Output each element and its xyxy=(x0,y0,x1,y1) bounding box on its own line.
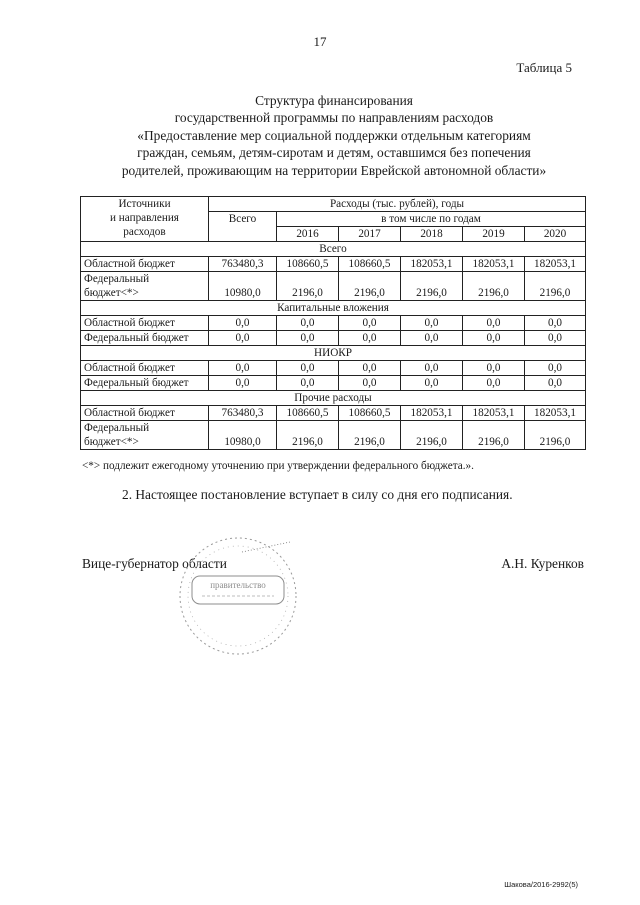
year-value: 2196,0 xyxy=(463,272,525,301)
table-row xyxy=(81,316,586,331)
section-title: Всего xyxy=(81,242,586,257)
year-value: 2196,0 xyxy=(277,421,339,450)
section-row xyxy=(81,346,586,361)
section-title: Прочие расходы xyxy=(81,391,586,406)
table-row xyxy=(81,361,586,376)
year-value: 2196,0 xyxy=(525,272,586,301)
row-label: Областной бюджет xyxy=(81,257,209,272)
year-value: 0,0 xyxy=(339,331,401,346)
year-value: 2196,0 xyxy=(463,421,525,450)
section-row xyxy=(81,242,586,257)
signature-title: Вице-губернатор области xyxy=(82,556,227,571)
row-label: Федеральный бюджет xyxy=(81,376,209,391)
year-value: 2196,0 xyxy=(339,421,401,450)
year-value: 0,0 xyxy=(525,331,586,346)
table-label: Таблица 5 xyxy=(516,60,572,75)
row-total: 0,0 xyxy=(209,331,277,346)
section-row xyxy=(81,391,586,406)
source-header-line: расходов xyxy=(123,226,166,238)
by-year-header: в том числе по годам xyxy=(277,212,586,227)
year-value: 0,0 xyxy=(277,331,339,346)
year-value: 182053,1 xyxy=(463,406,525,421)
row-total: 10980,0 xyxy=(209,421,277,450)
title-line: Структура финансирования xyxy=(255,93,413,108)
stamp-text: правительство xyxy=(210,580,266,590)
financing-table xyxy=(80,196,586,450)
year-value: 0,0 xyxy=(401,376,463,391)
expenses-header: Расходы (тыс. рублей), годы xyxy=(209,197,586,212)
year-value: 0,0 xyxy=(339,376,401,391)
year-value: 0,0 xyxy=(277,376,339,391)
source-header xyxy=(81,197,209,242)
title-line: государственной программы по направлениям расходов xyxy=(174,110,494,126)
year-header: 2018 xyxy=(401,227,463,242)
section-title: Капитальные вложения xyxy=(81,301,586,316)
section-title: НИОКР xyxy=(81,346,586,361)
table-row xyxy=(81,421,586,450)
title-line: «Предоставление мер социальной поддержки отдельным категориям xyxy=(137,127,531,143)
year-value: 0,0 xyxy=(277,316,339,331)
year-value: 2196,0 xyxy=(525,421,586,450)
row-label: Федеральный бюджет<*> xyxy=(81,421,209,450)
effective-clause: 2. Настоящее постановление вступает в силу со дня его подписания. xyxy=(122,487,513,502)
row-label: Областной бюджет xyxy=(81,316,209,331)
source-header-line: и направления xyxy=(110,212,179,224)
document-code: Шакова/2016-2992(5) xyxy=(504,880,578,889)
section-row xyxy=(81,301,586,316)
year-header: 2020 xyxy=(525,227,586,242)
year-value: 2196,0 xyxy=(277,272,339,301)
year-value: 182053,1 xyxy=(463,257,525,272)
year-value: 108660,5 xyxy=(339,406,401,421)
row-label: Федеральный бюджет<*> xyxy=(81,272,209,301)
year-header: 2016 xyxy=(277,227,339,242)
year-value: 0,0 xyxy=(525,361,586,376)
year-value: 0,0 xyxy=(463,316,525,331)
source-header-line: Источники xyxy=(118,198,171,210)
year-value: 2196,0 xyxy=(401,421,463,450)
table-row xyxy=(81,272,586,301)
footnote: <*> подлежит ежегодному уточнению при утверждении федерального бюджета.». xyxy=(82,460,474,472)
total-header: Всего xyxy=(209,212,277,242)
title-block xyxy=(64,92,604,179)
year-value: 0,0 xyxy=(463,361,525,376)
year-value: 182053,1 xyxy=(401,257,463,272)
table-row xyxy=(81,331,586,346)
year-value: 0,0 xyxy=(277,361,339,376)
table-row xyxy=(81,376,586,391)
row-label: Областной бюджет xyxy=(81,406,209,421)
year-value: 0,0 xyxy=(525,376,586,391)
row-total: 0,0 xyxy=(209,361,277,376)
year-value: 0,0 xyxy=(339,361,401,376)
year-header: 2017 xyxy=(339,227,401,242)
signature-name: А.Н. Куренков xyxy=(501,556,584,571)
year-value: 182053,1 xyxy=(401,406,463,421)
row-total: 0,0 xyxy=(209,376,277,391)
year-value: 108660,5 xyxy=(277,406,339,421)
year-value: 0,0 xyxy=(339,316,401,331)
year-value: 0,0 xyxy=(401,316,463,331)
page-number: 17 xyxy=(313,34,327,49)
year-value: 108660,5 xyxy=(339,257,401,272)
year-value: 182053,1 xyxy=(525,257,586,272)
title-line: граждан, семьям, детям-сиротам и детям, оставшимся без попечения xyxy=(137,145,531,161)
row-total: 763480,3 xyxy=(209,257,277,272)
table-row xyxy=(81,257,586,272)
year-value: 2196,0 xyxy=(401,272,463,301)
year-value: 0,0 xyxy=(525,316,586,331)
year-value: 2196,0 xyxy=(339,272,401,301)
year-value: 108660,5 xyxy=(277,257,339,272)
table-row xyxy=(81,406,586,421)
row-total: 10980,0 xyxy=(209,272,277,301)
year-header: 2019 xyxy=(463,227,525,242)
row-label: Федеральный бюджет xyxy=(81,331,209,346)
row-total: 763480,3 xyxy=(209,406,277,421)
year-value: 0,0 xyxy=(463,376,525,391)
title-line: родителей, проживающим на территории Еврейской автономной области» xyxy=(121,162,547,178)
row-label: Областной бюджет xyxy=(81,361,209,376)
row-total: 0,0 xyxy=(209,316,277,331)
year-value: 0,0 xyxy=(463,331,525,346)
year-value: 0,0 xyxy=(401,331,463,346)
official-seal-stamp xyxy=(172,532,312,662)
year-value: 0,0 xyxy=(401,361,463,376)
year-value: 182053,1 xyxy=(525,406,586,421)
